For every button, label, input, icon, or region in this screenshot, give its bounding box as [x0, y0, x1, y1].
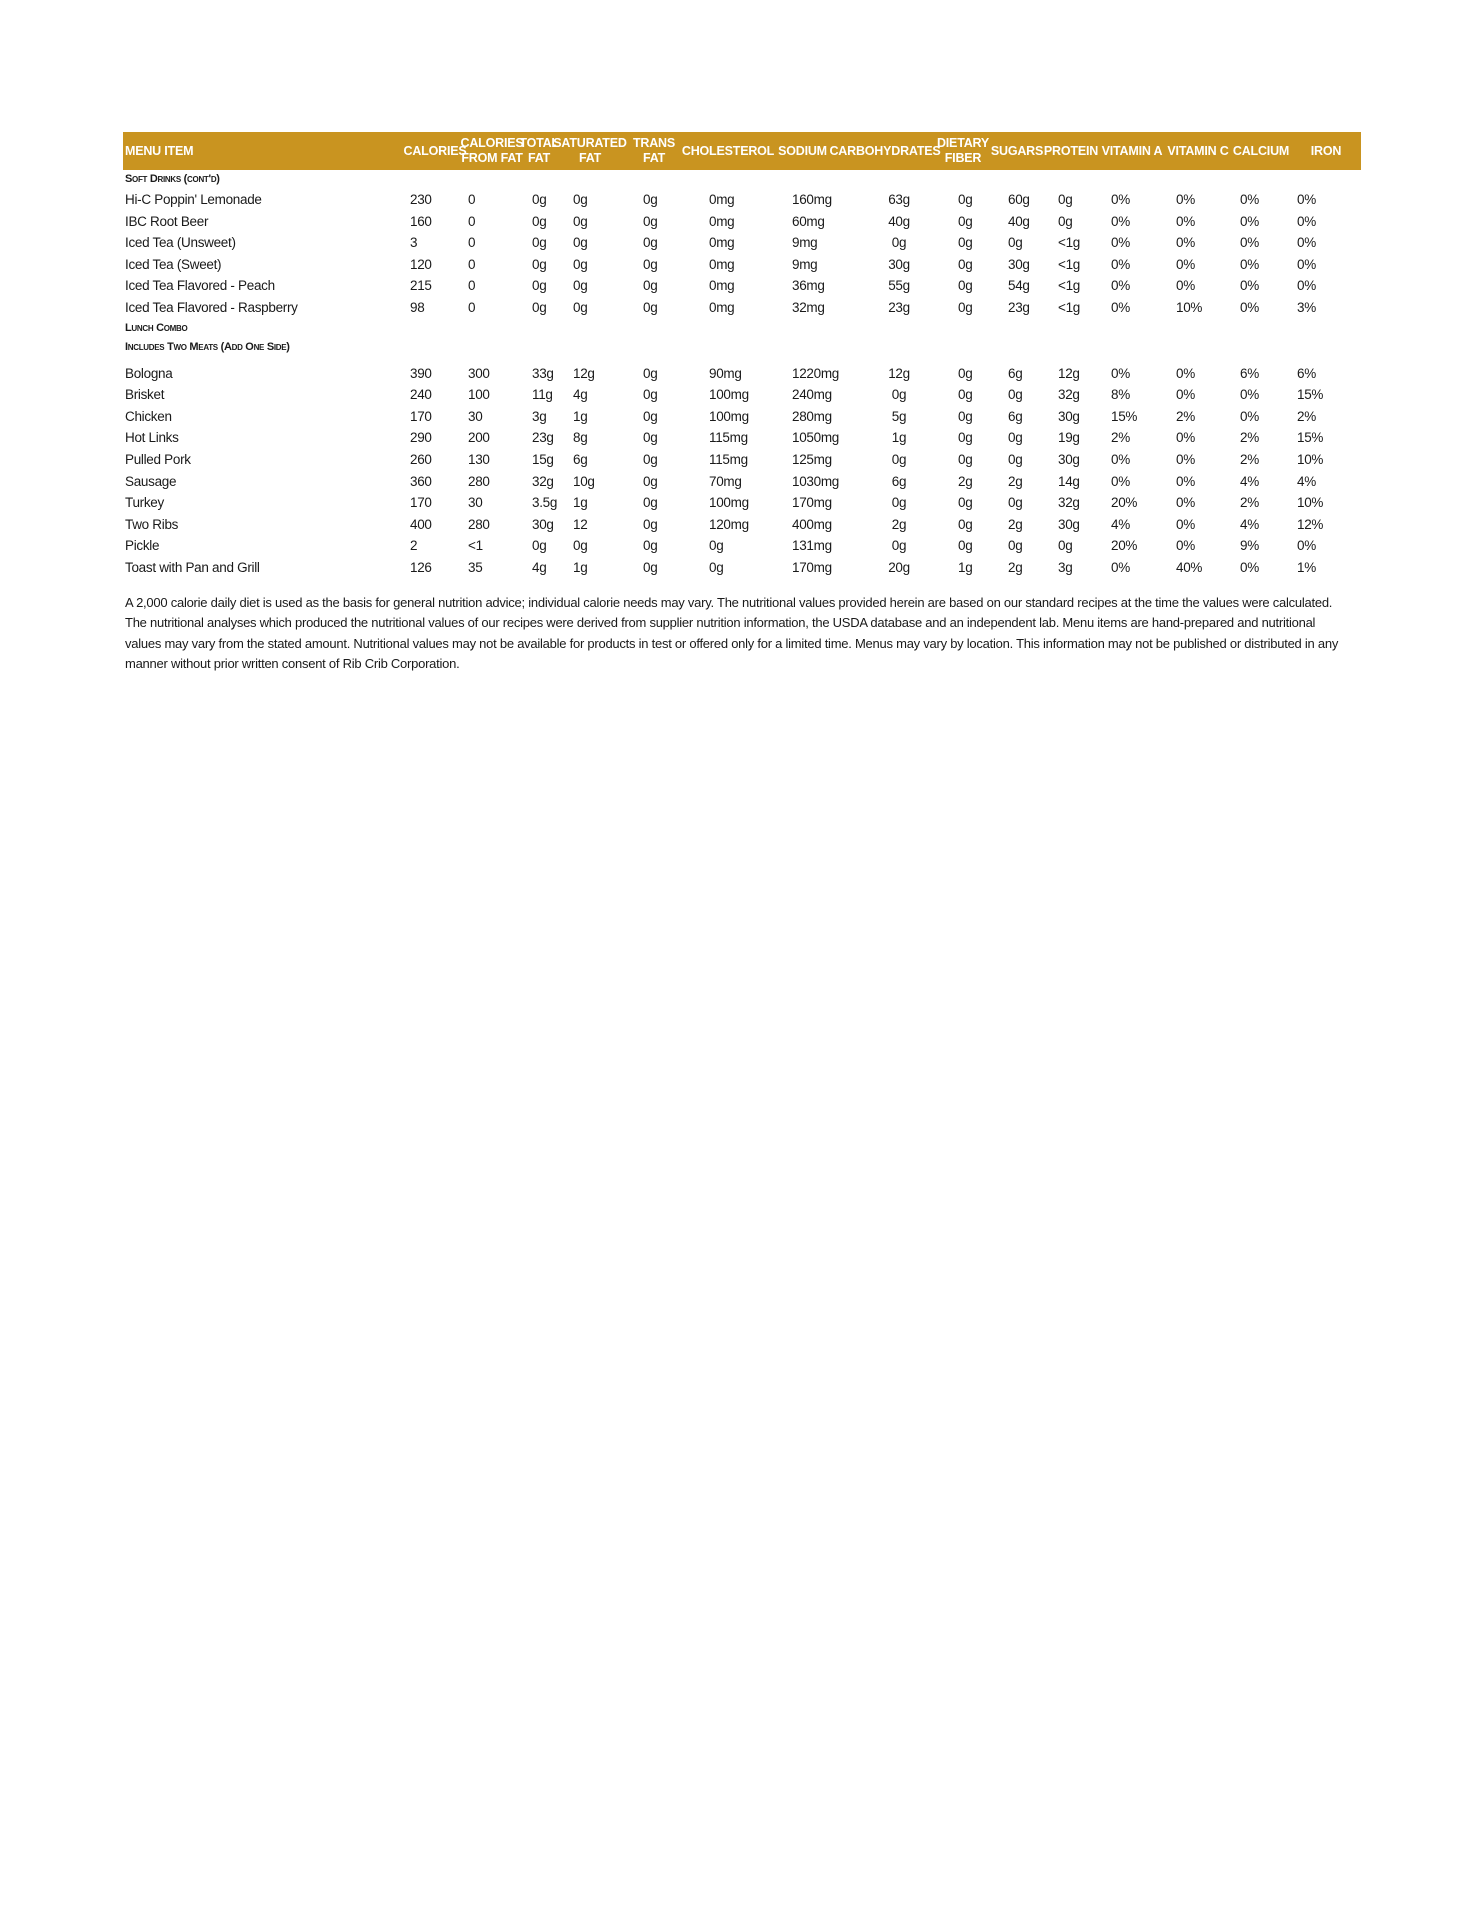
cell-total-fat: 0g [532, 235, 547, 251]
cell-sat-fat: 0g [573, 278, 588, 294]
header-menu-item: MENU ITEM [125, 143, 194, 158]
table-row [123, 557, 1361, 579]
menu-item-name: Iced Tea (Sweet) [125, 256, 222, 272]
cell-iron: 0% [1297, 256, 1316, 272]
cell-sat-fat: 0g [573, 213, 588, 229]
cell-trans-fat: 0g [643, 192, 658, 207]
cell-total-fat: 11g [532, 387, 553, 403]
cell-carbs: 0g [891, 495, 907, 511]
cell-fiber: 0g [958, 451, 973, 467]
cell-fiber: 0g [958, 495, 973, 511]
menu-item-name: IBC Root Beer [125, 213, 209, 229]
cell-sugars: 0g [1008, 451, 1023, 467]
cell-sodium: 240mg [792, 387, 832, 403]
cell-protein: <1g [1058, 256, 1080, 272]
cell-calcium: 2% [1240, 495, 1259, 511]
header-sat-fat: SATURATED FAT [553, 136, 627, 165]
cell-calories: 98 [410, 299, 425, 315]
cell-fiber: 0g [958, 538, 973, 554]
cell-cholesterol: 100mg [709, 387, 749, 403]
cell-iron: 4% [1297, 473, 1316, 489]
cell-sugars: 0g [1008, 538, 1023, 554]
cell-carbs: 30g [888, 256, 910, 272]
cell-vit-a: 0% [1111, 365, 1130, 381]
cell-cholesterol: 100mg [709, 495, 749, 511]
cell-calories: 160 [410, 213, 432, 229]
cell-trans-fat: 0g [643, 538, 658, 554]
cell-cal-fat: 280 [468, 473, 490, 489]
cell-vit-a: 0% [1111, 192, 1130, 207]
cell-carbs: 12g [888, 365, 910, 381]
cell-sodium: 280mg [792, 408, 832, 424]
cell-iron: 0% [1297, 213, 1316, 229]
menu-item-name: Brisket [125, 387, 165, 403]
cell-calories: 290 [410, 430, 432, 446]
cell-calories: 260 [410, 451, 432, 467]
cell-sugars: 23g [1008, 299, 1030, 315]
cell-calcium: 4% [1240, 473, 1259, 489]
cell-calcium: 0% [1240, 192, 1259, 207]
cell-sugars: 2g [1008, 473, 1023, 489]
table-row [123, 363, 1361, 385]
cell-fiber: 0g [958, 213, 973, 229]
cell-calories: 170 [410, 495, 432, 511]
menu-item-name: Hot Links [125, 430, 179, 446]
cell-sodium: 36mg [792, 278, 825, 294]
cell-vit-c: 10% [1176, 299, 1203, 315]
menu-item-name: Iced Tea Flavored - Raspberry [125, 299, 298, 315]
cell-calcium: 0% [1240, 387, 1259, 403]
cell-sat-fat: 12g [573, 365, 595, 381]
cell-calories: 360 [410, 473, 432, 489]
cell-calcium: 0% [1240, 408, 1259, 424]
cell-fiber: 0g [958, 256, 973, 272]
cell-vit-c: 2% [1176, 408, 1195, 424]
cell-trans-fat: 0g [643, 213, 658, 229]
cell-cal-fat: 0 [468, 192, 476, 207]
cell-calcium: 0% [1240, 278, 1259, 294]
cell-fiber: 0g [958, 430, 973, 446]
cell-sat-fat: 12 [573, 516, 588, 532]
cell-cal-fat: 200 [468, 430, 490, 446]
cell-sodium: 9mg [792, 235, 818, 251]
header-calories: CALORIES [403, 143, 467, 158]
cell-cholesterol: 90mg [709, 365, 742, 381]
table-row [123, 449, 1361, 471]
cell-vit-c: 0% [1176, 192, 1195, 207]
cell-trans-fat: 0g [643, 278, 658, 294]
table-row [123, 254, 1361, 276]
cell-protein: 3g [1058, 559, 1073, 575]
cell-total-fat: 15g [532, 451, 554, 467]
cell-fiber: 0g [958, 387, 973, 403]
menu-item-name: Iced Tea Flavored - Peach [125, 278, 275, 294]
cell-sat-fat: 1g [573, 408, 588, 424]
cell-cholesterol: 0mg [709, 278, 735, 294]
cell-sugars: 0g [1008, 495, 1023, 511]
header-cholesterol: CHOLESTEROL [681, 143, 775, 158]
cell-trans-fat: 0g [643, 516, 658, 532]
cell-vit-a: 2% [1111, 430, 1130, 446]
cell-cal-fat: 280 [468, 516, 490, 532]
cell-iron: 6% [1297, 365, 1316, 381]
cell-cholesterol: 0mg [709, 299, 735, 315]
cell-carbs: 23g [888, 299, 910, 315]
menu-item-name: Sausage [125, 473, 177, 489]
cell-iron: 0% [1297, 538, 1316, 554]
cell-iron: 0% [1297, 278, 1316, 294]
cell-vit-c: 0% [1176, 213, 1195, 229]
menu-item-name: Bologna [125, 365, 173, 381]
cell-cholesterol: 0g [709, 538, 724, 554]
table-row [123, 232, 1361, 254]
cell-iron: 10% [1297, 495, 1324, 511]
cell-calcium: 0% [1240, 299, 1259, 315]
cell-protein: <1g [1058, 278, 1080, 294]
cell-vit-a: 0% [1111, 473, 1130, 489]
cell-fiber: 0g [958, 516, 973, 532]
cell-sat-fat: 4g [573, 387, 588, 403]
cell-vit-a: 0% [1111, 299, 1130, 315]
cell-calcium: 0% [1240, 256, 1259, 272]
table-row [123, 427, 1361, 449]
header-calcium: CALCIUM [1232, 143, 1290, 158]
cell-cholesterol: 0g [709, 559, 724, 575]
cell-sugars: 2g [1008, 516, 1023, 532]
header-trans-fat: TRANS FAT [632, 136, 676, 165]
menu-item-name: Iced Tea (Unsweet) [125, 235, 236, 251]
cell-iron: 1% [1297, 559, 1316, 575]
cell-sat-fat: 0g [573, 299, 588, 315]
table-row [123, 471, 1361, 493]
cell-sat-fat: 0g [573, 192, 588, 207]
cell-sodium: 32mg [792, 299, 825, 315]
cell-total-fat: 0g [532, 278, 547, 294]
menu-item-name: Hi-C Poppin' Lemonade [125, 192, 262, 207]
cell-vit-c: 0% [1176, 516, 1195, 532]
cell-vit-a: 0% [1111, 559, 1130, 575]
cell-calcium: 0% [1240, 213, 1259, 229]
menu-item-name: Two Ribs [125, 516, 179, 532]
cell-vit-a: 20% [1111, 538, 1138, 554]
cell-cal-fat: 100 [468, 387, 490, 403]
table-row [123, 384, 1361, 406]
cell-protein: 12g [1058, 365, 1080, 381]
cell-trans-fat: 0g [643, 299, 658, 315]
cell-calories: 390 [410, 365, 432, 381]
cell-cal-fat: 300 [468, 365, 490, 381]
cell-iron: 3% [1297, 299, 1316, 315]
cell-calcium: 6% [1240, 365, 1259, 381]
cell-sugars: 60g [1008, 192, 1030, 207]
cell-carbs: 6g [891, 473, 907, 489]
cell-sugars: 2g [1008, 559, 1023, 575]
header-vit-c: VITAMIN C [1167, 143, 1229, 158]
cell-total-fat: 0g [532, 192, 547, 207]
header-carbs: CARBOHYDRATES [829, 143, 941, 158]
table-row [123, 189, 1361, 211]
header-sugars: SUGARS [990, 143, 1044, 158]
cell-sugars: 6g [1008, 365, 1023, 381]
cell-trans-fat: 0g [643, 559, 658, 575]
cell-carbs: 20g [888, 559, 910, 575]
cell-vit-c: 0% [1176, 256, 1195, 272]
table-row [123, 275, 1361, 297]
menu-item-name: Pickle [125, 538, 160, 554]
cell-cal-fat: 0 [468, 278, 476, 294]
cell-protein: 19g [1058, 430, 1080, 446]
cell-cal-fat: 130 [468, 451, 490, 467]
cell-sat-fat: 8g [573, 430, 588, 446]
cell-protein: <1g [1058, 235, 1080, 251]
cell-protein: 30g [1058, 451, 1080, 467]
cell-protein: 30g [1058, 516, 1080, 532]
cell-sugars: 0g [1008, 235, 1023, 251]
cell-iron: 15% [1297, 430, 1324, 446]
section-title-lunch-combo: Lunch Combo [125, 321, 188, 334]
cell-fiber: 2g [958, 473, 973, 489]
cell-sodium: 1220mg [792, 365, 839, 381]
cell-protein: 0g [1058, 213, 1073, 229]
menu-item-name: Toast with Pan and Grill [125, 559, 260, 575]
cell-carbs: 2g [891, 516, 907, 532]
table-header [123, 132, 1361, 170]
cell-cholesterol: 0mg [709, 235, 735, 251]
header-cal-fat: CALORIES FROM FAT [460, 136, 524, 165]
cell-sodium: 131mg [792, 538, 832, 554]
cell-vit-c: 0% [1176, 235, 1195, 251]
cell-vit-a: 0% [1111, 256, 1130, 272]
cell-cholesterol: 120mg [709, 516, 749, 532]
cell-sodium: 9mg [792, 256, 818, 272]
cell-protein: 30g [1058, 408, 1080, 424]
cell-sugars: 40g [1008, 213, 1030, 229]
table-row [123, 297, 1361, 319]
cell-sodium: 1050mg [792, 430, 839, 446]
cell-sugars: 30g [1008, 256, 1030, 272]
cell-carbs: 0g [891, 451, 907, 467]
cell-total-fat: 0g [532, 256, 547, 272]
cell-trans-fat: 0g [643, 365, 658, 381]
cell-vit-c: 0% [1176, 538, 1195, 554]
cell-trans-fat: 0g [643, 256, 658, 272]
cell-calories: 400 [410, 516, 432, 532]
cell-sat-fat: 1g [573, 559, 588, 575]
cell-vit-a: 15% [1111, 408, 1138, 424]
section-title-soft-drinks: Soft Drinks (cont'd) [125, 173, 220, 185]
soft-drinks-rows [123, 189, 1361, 319]
cell-carbs: 55g [888, 278, 910, 294]
nutrition-disclaimer: A 2,000 calorie daily diet is used as the basis for general nutrition advice; individual calorie needs may vary. The nutritional values provided herein are based on our standard recipes at the time the values were calculated. The nutritional analyses which produced the nutritional values of our recipes were derived from supplier nutrition information, the USDA database and an independent lab. Menu items are hand-prepared and nutritional values may vary from the stated amount. Nutritional values may not be available for products in test or offered only for a limited time. Menus may vary by location. This information may not be published or distributed in any manner without prior written consent of Rib Crib Corporation. [125, 594, 1339, 671]
cell-calcium: 9% [1240, 538, 1259, 554]
cell-cal-fat: 0 [468, 299, 476, 315]
cell-calories: 126 [410, 559, 432, 575]
cell-sugars: 0g [1008, 387, 1023, 403]
cell-total-fat: 33g [532, 365, 554, 381]
cell-carbs: 40g [888, 213, 910, 229]
cell-vit-c: 0% [1176, 387, 1195, 403]
cell-calories: 2 [410, 538, 418, 554]
cell-vit-c: 0% [1176, 278, 1195, 294]
cell-calories: 230 [410, 192, 432, 207]
cell-sugars: 54g [1008, 278, 1030, 294]
cell-vit-c: 40% [1176, 559, 1203, 575]
cell-cholesterol: 100mg [709, 408, 749, 424]
cell-fiber: 0g [958, 278, 973, 294]
cell-total-fat: 3g [532, 408, 547, 424]
cell-protein: 32g [1058, 495, 1080, 511]
menu-item-name: Chicken [125, 408, 172, 424]
cell-sat-fat: 0g [573, 235, 588, 251]
cell-cal-fat: 0 [468, 256, 476, 272]
menu-item-name: Turkey [125, 495, 164, 511]
cell-sodium: 400mg [792, 516, 832, 532]
cell-trans-fat: 0g [643, 387, 658, 403]
cell-sat-fat: 10g [573, 473, 595, 489]
cell-fiber: 0g [958, 235, 973, 251]
cell-cal-fat: 30 [468, 495, 483, 511]
header-protein: PROTEIN [1043, 143, 1099, 158]
cell-sugars: 0g [1008, 430, 1023, 446]
cell-vit-c: 0% [1176, 495, 1195, 511]
cell-vit-a: 0% [1111, 213, 1130, 229]
cell-vit-a: 0% [1111, 278, 1130, 294]
cell-iron: 2% [1297, 408, 1316, 424]
section-subtitle-lunch-combo: Includes Two Meats (Add One Side) [125, 340, 290, 353]
cell-vit-c: 0% [1176, 451, 1195, 467]
header-iron: IRON [1310, 143, 1342, 158]
cell-cholesterol: 115mg [709, 451, 748, 467]
cell-sodium: 1030mg [792, 473, 839, 489]
cell-protein: 14g [1058, 473, 1080, 489]
cell-calories: 170 [410, 408, 432, 424]
nutrition-sheet [123, 132, 1361, 675]
cell-fiber: 0g [958, 299, 973, 315]
table-row [123, 406, 1361, 428]
cell-protein: 0g [1058, 192, 1073, 207]
cell-iron: 0% [1297, 192, 1316, 207]
cell-sat-fat: 0g [573, 538, 588, 554]
cell-carbs: 5g [891, 408, 907, 424]
cell-cal-fat: <1 [468, 538, 483, 554]
cell-trans-fat: 0g [643, 495, 658, 511]
cell-cholesterol: 115mg [709, 430, 748, 446]
cell-total-fat: 30g [532, 516, 554, 532]
cell-trans-fat: 0g [643, 451, 658, 467]
cell-sugars: 6g [1008, 408, 1023, 424]
table-row [123, 514, 1361, 536]
cell-vit-a: 4% [1111, 516, 1130, 532]
cell-trans-fat: 0g [643, 473, 658, 489]
cell-total-fat: 32g [532, 473, 554, 489]
cell-calories: 3 [410, 235, 418, 251]
cell-trans-fat: 0g [643, 235, 658, 251]
cell-carbs: 0g [891, 538, 907, 554]
cell-trans-fat: 0g [643, 408, 658, 424]
cell-protein: 32g [1058, 387, 1080, 403]
cell-protein: <1g [1058, 299, 1080, 315]
cell-sodium: 170mg [792, 559, 832, 575]
cell-iron: 12% [1297, 516, 1324, 532]
cell-protein: 0g [1058, 538, 1073, 554]
cell-sodium: 125mg [792, 451, 832, 467]
cell-total-fat: 0g [532, 213, 547, 229]
cell-calories: 120 [410, 256, 432, 272]
cell-calcium: 2% [1240, 430, 1259, 446]
header-total-fat: TOTAL FAT [519, 136, 559, 165]
cell-fiber: 1g [958, 559, 973, 575]
cell-carbs: 1g [891, 430, 907, 446]
table-row [123, 211, 1361, 233]
cell-calories: 215 [410, 278, 432, 294]
table-row [123, 535, 1361, 557]
cell-vit-c: 0% [1176, 365, 1195, 381]
cell-cholesterol: 0mg [709, 256, 735, 272]
cell-total-fat: 23g [532, 430, 554, 446]
cell-sat-fat: 6g [573, 451, 588, 467]
cell-iron: 15% [1297, 387, 1324, 403]
cell-vit-a: 0% [1111, 451, 1130, 467]
cell-sodium: 170mg [792, 495, 832, 511]
cell-fiber: 0g [958, 365, 973, 381]
lunch-combo-rows [123, 363, 1361, 579]
cell-cholesterol: 0mg [709, 213, 735, 229]
table-row [123, 492, 1361, 514]
cell-vit-a: 8% [1111, 387, 1130, 403]
cell-sat-fat: 1g [573, 495, 588, 511]
cell-cal-fat: 30 [468, 408, 483, 424]
cell-total-fat: 4g [532, 559, 547, 575]
header-fiber: DIETARY FIBER [936, 136, 990, 165]
cell-trans-fat: 0g [643, 430, 658, 446]
cell-cal-fat: 35 [468, 559, 483, 575]
cell-cal-fat: 0 [468, 235, 476, 251]
cell-sodium: 160mg [792, 192, 832, 207]
cell-sodium: 60mg [792, 213, 825, 229]
cell-vit-c: 0% [1176, 430, 1195, 446]
cell-total-fat: 3.5g [532, 495, 558, 511]
cell-calcium: 0% [1240, 559, 1259, 575]
cell-fiber: 0g [958, 192, 973, 207]
cell-calcium: 4% [1240, 516, 1259, 532]
menu-item-name: Pulled Pork [125, 451, 191, 467]
cell-carbs: 0g [891, 387, 907, 403]
cell-total-fat: 0g [532, 299, 547, 315]
cell-total-fat: 0g [532, 538, 547, 554]
cell-calories: 240 [410, 387, 432, 403]
header-vit-a: VITAMIN A [1101, 143, 1163, 158]
cell-cholesterol: 70mg [709, 473, 742, 489]
cell-iron: 0% [1297, 235, 1316, 251]
cell-calcium: 2% [1240, 451, 1259, 467]
cell-iron: 10% [1297, 451, 1324, 467]
cell-carbs: 0g [891, 235, 907, 251]
header-sodium: SODIUM [778, 143, 827, 158]
cell-fiber: 0g [958, 408, 973, 424]
cell-vit-c: 0% [1176, 473, 1195, 489]
cell-vit-a: 0% [1111, 235, 1130, 251]
cell-calcium: 0% [1240, 235, 1259, 251]
cell-vit-a: 20% [1111, 495, 1138, 511]
cell-cal-fat: 0 [468, 213, 476, 229]
cell-cholesterol: 0mg [709, 192, 735, 207]
cell-sat-fat: 0g [573, 256, 588, 272]
cell-carbs: 63g [888, 192, 910, 207]
